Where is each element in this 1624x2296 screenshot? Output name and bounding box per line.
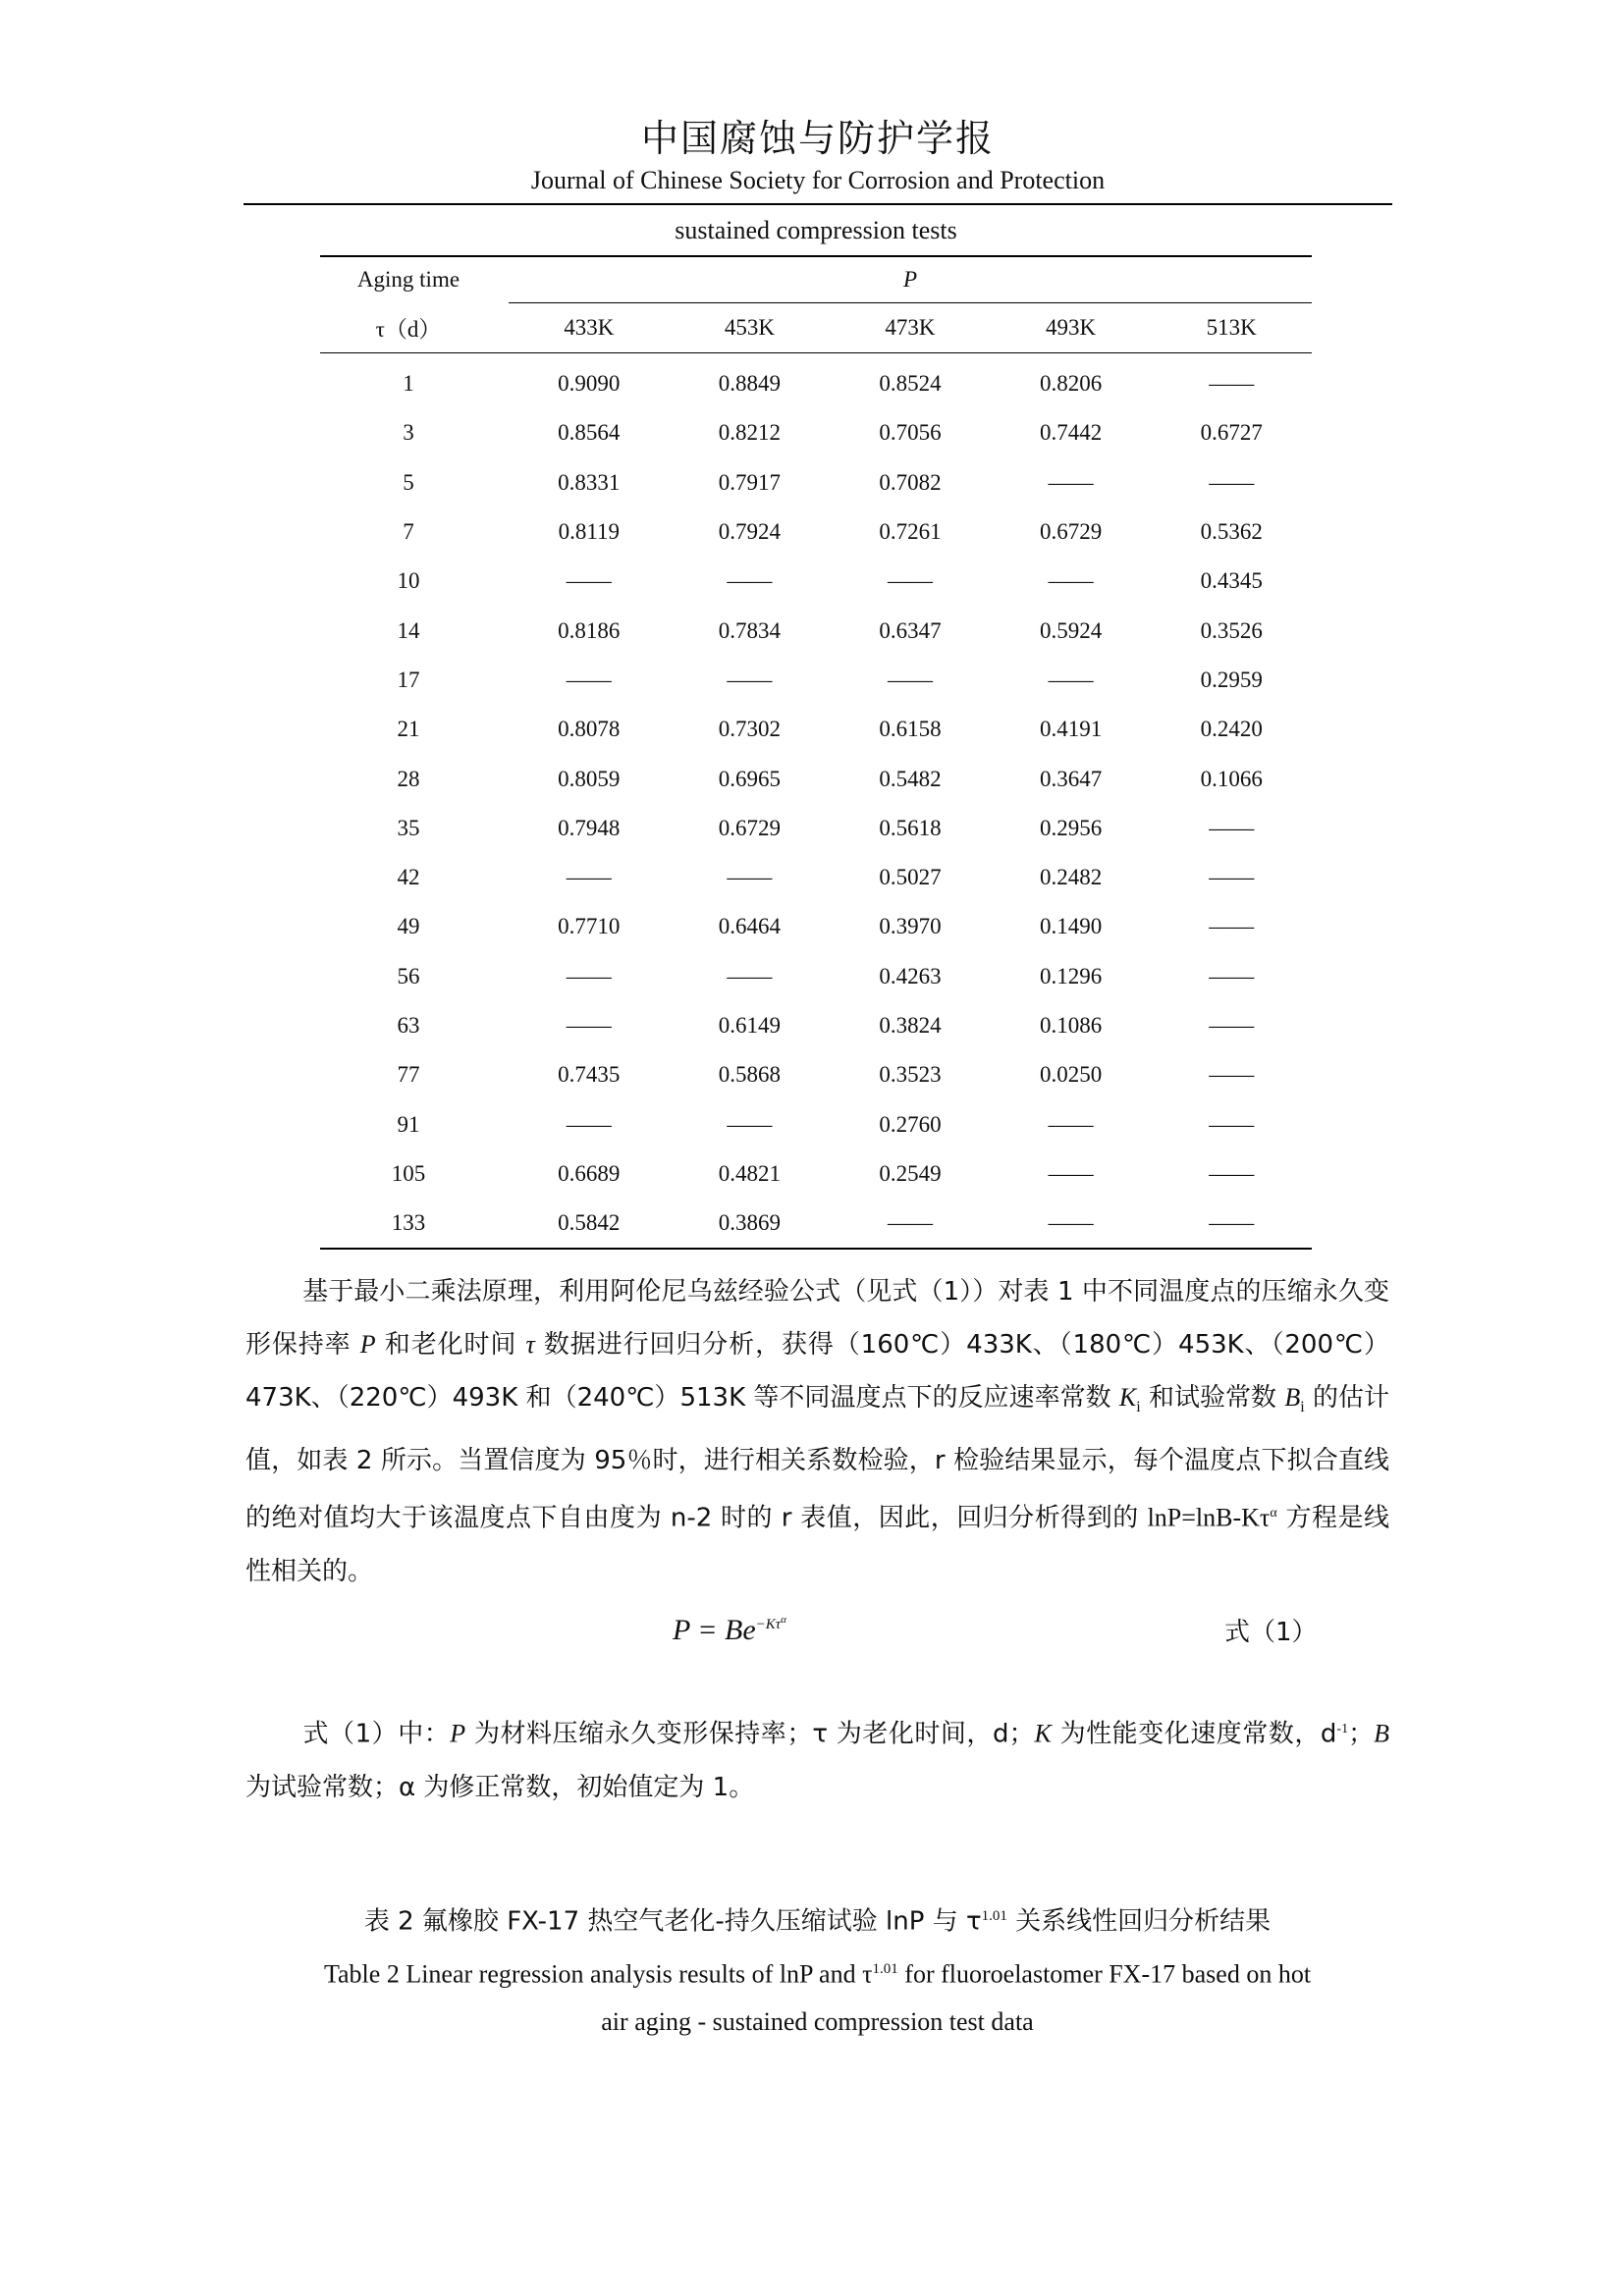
retention-value-cell: —— [727, 667, 773, 692]
retention-value-cell: —— [566, 568, 612, 594]
retention-value-cell: —— [1209, 1062, 1255, 1088]
retention-value-cell: —— [727, 1111, 773, 1137]
retention-value-cell: 0.8206 [1039, 371, 1103, 397]
retention-value-cell: 0.5868 [718, 1062, 782, 1088]
retention-value-cell: 0.1490 [1039, 914, 1103, 939]
retention-value-cell: 0.2959 [1200, 667, 1263, 692]
retention-value-cell: —— [1048, 568, 1094, 594]
retention-value-cell: 0.0250 [1039, 1062, 1103, 1088]
table-row [320, 754, 1312, 803]
retention-value-cell: 0.8564 [558, 420, 621, 446]
journal-title-en: Journal of Chinese Society for Corrosion and Protection [530, 166, 1106, 194]
retention-value-cell: 0.2956 [1039, 815, 1103, 840]
retention-value-cell: —— [830, 1199, 991, 1249]
retention-value-cell: 0.8524 [879, 371, 942, 397]
retention-value-cell: —— [566, 1111, 612, 1137]
table-row [320, 1099, 1312, 1148]
retention-value-cell: 0.8212 [718, 420, 782, 446]
aging-time-cell: 21 [397, 717, 420, 742]
table2-caption-cn: 表 2 氟橡胶 FX-17 热空气老化-持久压缩试验 lnP 与 $\tau^{1.01}$ 关系线性回归分析结果 [363, 1906, 1272, 1937]
table-row [320, 606, 1312, 655]
table-row [320, 952, 1312, 1001]
aging-time-cell: 10 [397, 568, 420, 594]
formula-1: $P = Be^{-K\tau^\alpha}$ [673, 1614, 786, 1646]
retention-value-cell: 0.1066 [1200, 766, 1263, 791]
table-row [320, 1050, 1312, 1099]
retention-value-cell: 0.3647 [1039, 766, 1103, 791]
formula-1-tag: 式（1） [1224, 1618, 1318, 1647]
retention-value-cell: 0.7924 [718, 519, 782, 545]
retention-value-cell: 0.3869 [670, 1199, 831, 1249]
table-row [320, 507, 1312, 557]
aging-time-cell: 56 [397, 963, 420, 988]
retention-value-cell: 0.7435 [558, 1062, 621, 1088]
table-row [320, 656, 1312, 705]
retention-value-cell: 0.9090 [558, 371, 621, 397]
retention-value-cell: —— [1209, 1111, 1255, 1137]
paragraph-formula-notes: 式（1）中：P 为材料压缩永久变形保持率；τ 为老化时间，d；K 为性能变化速度常数，$d^{-1}$；B 为试验常数；α 为修正常数，初始值定为 1。 [245, 1719, 1389, 1802]
retention-value-cell: —— [566, 1013, 612, 1038]
retention-value-cell: —— [887, 568, 933, 594]
retention-value-cell: 0.5027 [879, 865, 942, 890]
aging-time-cell: 14 [397, 617, 420, 643]
retention-value-cell: 0.4345 [1200, 568, 1263, 594]
retention-value-cell: 0.6689 [558, 1160, 621, 1186]
col-group-P: P [509, 256, 1312, 303]
retention-value-cell: 0.5924 [1039, 617, 1103, 643]
table1-body [320, 353, 1312, 1250]
retention-value-cell: 0.7442 [1039, 420, 1103, 446]
table1 [320, 255, 1312, 1250]
table-row [320, 353, 1312, 409]
col-header: 473K [885, 315, 936, 340]
retention-value-cell: —— [1209, 963, 1255, 988]
table-row [320, 1199, 1312, 1249]
retention-value-cell: 0.5618 [879, 815, 942, 840]
retention-value-cell: 0.2420 [1200, 717, 1263, 742]
aging-time-cell: 3 [403, 420, 414, 446]
retention-value-cell: 0.6347 [879, 617, 942, 643]
retention-value-cell: —— [727, 568, 773, 594]
retention-value-cell: 0.6729 [1039, 519, 1103, 545]
retention-value-cell: —— [1209, 914, 1255, 939]
col-header: 453K [724, 315, 775, 340]
retention-value-cell: 0.2482 [1039, 865, 1103, 890]
table2-caption-en-line2: air aging - sustained compression test data [601, 2007, 1034, 2036]
retention-value-cell: —— [1209, 371, 1255, 397]
retention-value-cell: 0.8331 [558, 469, 621, 495]
retention-value-cell: 0.8059 [558, 766, 621, 791]
table-row [320, 853, 1312, 902]
col-header: 513K [1206, 315, 1257, 340]
retention-value-cell: 0.7302 [718, 717, 782, 742]
retention-value-cell: 0.8078 [558, 717, 621, 742]
retention-value-cell: —— [1151, 1199, 1312, 1249]
retention-value-cell: 0.8849 [718, 371, 782, 397]
retention-value-cell: 0.7082 [879, 469, 942, 495]
aging-time-cell: 42 [397, 865, 420, 890]
retention-value-cell: —— [1209, 865, 1255, 890]
aging-time-cell: 91 [397, 1111, 420, 1137]
table2-caption-en: Table 2 Linear regression analysis results of lnP and $\tau^{1.01}$ for fluoroelastomer FX-17 based on hot [323, 1959, 1312, 1989]
retention-value-cell: —— [1209, 1013, 1255, 1038]
aging-time-cell: 63 [397, 1013, 420, 1038]
journal-header [244, 114, 1392, 196]
aging-time-cell: 1 [403, 371, 414, 397]
retention-value-cell: 0.2760 [879, 1111, 942, 1137]
col-tau-header: τ（d） [375, 317, 442, 343]
journal-title-cn: 中国腐蚀与防护学报 [640, 117, 995, 160]
retention-value-cell: 0.8186 [558, 617, 621, 643]
table-row [320, 1149, 1312, 1199]
retention-value-cell: —— [1209, 815, 1255, 840]
retention-value-cell: —— [1048, 1111, 1094, 1137]
retention-value-cell: —— [991, 1199, 1152, 1249]
table-row [320, 705, 1312, 754]
retention-value-cell: —— [566, 667, 612, 692]
retention-value-cell: 0.3970 [879, 914, 942, 939]
retention-value-cell: 0.8119 [558, 519, 620, 545]
table-row [320, 408, 1312, 457]
header-rule [244, 203, 1392, 205]
retention-value-cell: 0.4191 [1039, 717, 1103, 742]
aging-time-cell: 49 [397, 914, 420, 939]
table1-caption-tail: sustained compression tests [675, 216, 957, 244]
retention-value-cell: 0.1086 [1039, 1013, 1103, 1038]
retention-value-cell: 0.5842 [509, 1199, 670, 1249]
retention-value-cell: 0.3523 [879, 1062, 942, 1088]
retention-value-cell: —— [1209, 1160, 1255, 1186]
aging-time-cell: 77 [397, 1062, 420, 1088]
retention-value-cell: 0.5362 [1200, 519, 1263, 545]
retention-value-cell: 0.6729 [718, 815, 782, 840]
aging-time-cell: 105 [391, 1160, 426, 1186]
aging-time-cell: 5 [403, 469, 414, 495]
retention-value-cell: 0.1296 [1039, 963, 1103, 988]
retention-value-cell: 0.7710 [558, 914, 621, 939]
retention-value-cell: 0.6727 [1200, 420, 1263, 446]
aging-time-cell: 17 [397, 667, 420, 692]
table-row [320, 902, 1312, 951]
retention-value-cell: —— [566, 865, 612, 890]
retention-value-cell: —— [727, 963, 773, 988]
retention-value-cell: 0.4821 [718, 1160, 782, 1186]
paragraph-regression: 基于最小二乘法原理，利用阿伦尼乌兹经验公式（见式（1））对表 1 中不同温度点的压缩永久变形保持率 P 和老化时间 τ 数据进行回归分析，获得（160℃）433K、（180℃）453K、（200℃）473K、（220℃）493K 和（240℃）513K 等不同温度点下的反应速率常数 $K_i$ 和试验常数 $B_i$ 的估计值，如表 2 所示。当置信度为 95％时，进行相关系数检验，r 检验结果显示，每个温度点下拟合直线的绝对值均大于该温度点下自由度为 n-2 时的 r 表值，因此，回归分析得到的 $\ln P=\ln B-K\tau^\alpha$ 方程是线性相关的。 [245, 1277, 1390, 1586]
col-header: 433K [564, 315, 615, 340]
retention-value-cell: —— [1048, 469, 1094, 495]
table-row [320, 1001, 1312, 1050]
retention-value-cell: 0.6149 [718, 1013, 782, 1038]
aging-time-cell: 133 [320, 1199, 497, 1249]
table-row [320, 804, 1312, 853]
retention-value-cell: 0.7834 [718, 617, 782, 643]
retention-value-cell: —— [1048, 1160, 1094, 1186]
retention-value-cell: 0.5482 [879, 766, 942, 791]
retention-value-cell: 0.6464 [718, 914, 782, 939]
col-header: 493K [1046, 315, 1097, 340]
retention-value-cell: —— [1209, 469, 1255, 495]
table-row [320, 557, 1312, 606]
retention-value-cell: 0.2549 [879, 1160, 942, 1186]
table-row [320, 458, 1312, 507]
aging-time-cell: 7 [403, 519, 414, 545]
aging-time-cell: 28 [397, 766, 420, 791]
retention-value-cell: 0.7917 [718, 469, 782, 495]
retention-value-cell: 0.7261 [879, 519, 942, 545]
aging-time-cell: 35 [397, 815, 420, 840]
retention-value-cell: 0.4263 [879, 963, 942, 988]
retention-value-cell: —— [1048, 667, 1094, 692]
retention-value-cell: 0.7948 [558, 815, 621, 840]
retention-value-cell: 0.6965 [718, 766, 782, 791]
retention-value-cell: —— [566, 963, 612, 988]
retention-value-cell: 0.3824 [879, 1013, 942, 1038]
retention-value-cell: 0.6158 [879, 717, 942, 742]
retention-value-cell: —— [887, 667, 933, 692]
retention-value-cell: 0.3526 [1200, 617, 1263, 643]
retention-value-cell: —— [727, 865, 773, 890]
retention-value-cell: 0.7056 [879, 420, 942, 446]
col-aging-time-header: Aging time [320, 256, 497, 303]
